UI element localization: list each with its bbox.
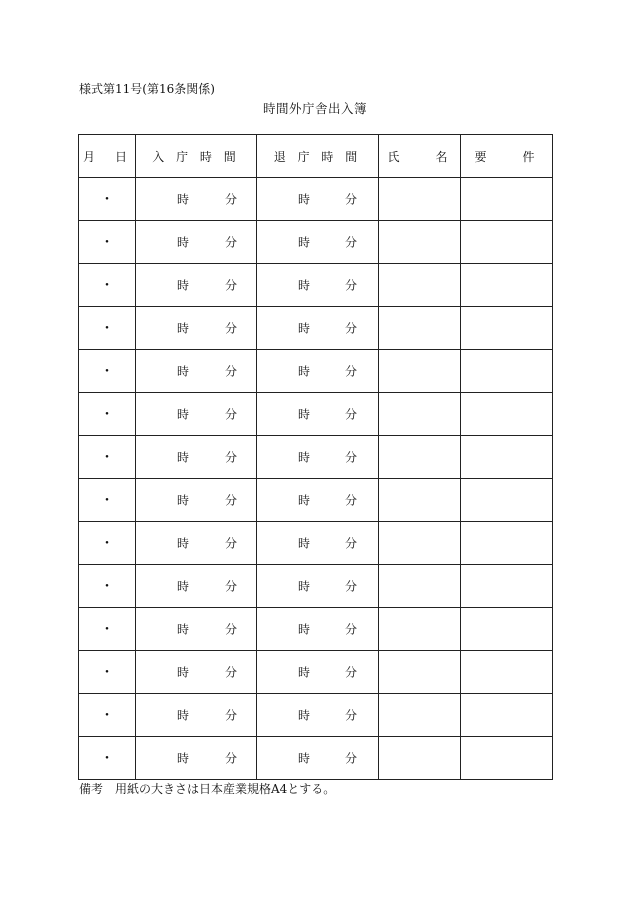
table-header-row	[79, 135, 553, 178]
purpose-cell[interactable]	[461, 522, 553, 565]
entry-hour-label: 時	[177, 493, 190, 508]
document-title: 時間外庁舎出入簿	[262, 101, 367, 116]
date-separator-mark: ・	[100, 579, 114, 595]
entry-hour-label: 時	[177, 278, 190, 293]
table-row	[79, 694, 553, 737]
entry-hour-label: 時	[177, 364, 190, 379]
entry-minute-label: 分	[225, 235, 238, 250]
entry-hour-label: 時	[177, 536, 190, 551]
exit-hour-label: 時	[298, 665, 311, 680]
table-row	[79, 737, 553, 780]
purpose-cell[interactable]	[461, 479, 553, 522]
exit-minute-label: 分	[345, 665, 358, 680]
date-separator-mark: ・	[100, 321, 114, 337]
name-cell[interactable]	[379, 522, 461, 565]
purpose-cell[interactable]	[461, 608, 553, 651]
entry-minute-label: 分	[225, 493, 238, 508]
date-cell[interactable]	[79, 608, 136, 651]
purpose-cell[interactable]	[461, 436, 553, 479]
entry-hour-label: 時	[177, 407, 190, 422]
date-cell[interactable]	[79, 479, 136, 522]
exit-minute-label: 分	[345, 321, 358, 336]
entry-time-cell[interactable]	[136, 178, 257, 221]
name-cell[interactable]	[379, 565, 461, 608]
exit-time-cell[interactable]	[257, 350, 379, 393]
exit-time-cell[interactable]	[257, 221, 379, 264]
table-row	[79, 522, 553, 565]
entry-time-cell[interactable]	[136, 436, 257, 479]
entry-time-cell[interactable]	[136, 479, 257, 522]
entry-hour-label: 時	[177, 235, 190, 250]
exit-hour-label: 時	[298, 622, 311, 637]
name-cell[interactable]	[379, 393, 461, 436]
entry-time-cell[interactable]	[136, 522, 257, 565]
entry-hour-label: 時	[177, 579, 190, 594]
exit-hour-label: 時	[298, 708, 311, 723]
entry-hour-label: 時	[177, 622, 190, 637]
entry-minute-label: 分	[225, 665, 238, 680]
entry-time-cell[interactable]	[136, 393, 257, 436]
exit-hour-label: 時	[298, 278, 311, 293]
date-separator-mark: ・	[100, 708, 114, 724]
entry-minute-label: 分	[225, 278, 238, 293]
entry-time-cell[interactable]	[136, 608, 257, 651]
exit-hour-label: 時	[298, 751, 311, 766]
name-cell[interactable]	[379, 178, 461, 221]
purpose-cell[interactable]	[461, 178, 553, 221]
exit-time-cell[interactable]	[257, 264, 379, 307]
exit-hour-label: 時	[298, 192, 311, 207]
exit-hour-label: 時	[298, 450, 311, 465]
entry-minute-label: 分	[225, 450, 238, 465]
purpose-cell[interactable]	[461, 264, 553, 307]
name-cell[interactable]	[379, 264, 461, 307]
table-row	[79, 393, 553, 436]
date-cell[interactable]	[79, 522, 136, 565]
entry-time-cell[interactable]	[136, 651, 257, 694]
table-row	[79, 264, 553, 307]
date-cell[interactable]	[79, 651, 136, 694]
date-separator-mark: ・	[100, 278, 114, 294]
date-separator-mark: ・	[100, 493, 114, 509]
exit-hour-label: 時	[298, 321, 311, 336]
table-row	[79, 651, 553, 694]
exit-hour-label: 時	[298, 407, 311, 422]
entry-hour-label: 時	[177, 751, 190, 766]
entry-time-cell[interactable]	[136, 307, 257, 350]
date-cell[interactable]	[79, 264, 136, 307]
date-separator-mark: ・	[100, 450, 114, 466]
entry-hour-label: 時	[177, 708, 190, 723]
date-separator-mark: ・	[100, 192, 114, 208]
exit-time-cell[interactable]	[257, 393, 379, 436]
entry-time-cell[interactable]	[136, 565, 257, 608]
date-cell[interactable]	[79, 307, 136, 350]
name-cell[interactable]	[379, 221, 461, 264]
exit-minute-label: 分	[345, 536, 358, 551]
entry-minute-label: 分	[225, 364, 238, 379]
entry-time-cell[interactable]	[136, 264, 257, 307]
exit-minute-label: 分	[345, 493, 358, 508]
purpose-cell[interactable]	[461, 350, 553, 393]
exit-minute-label: 分	[345, 708, 358, 723]
exit-hour-label: 時	[298, 493, 311, 508]
date-separator-mark: ・	[100, 364, 114, 380]
header-month-day: 月 日	[79, 135, 136, 178]
entry-minute-label: 分	[225, 708, 238, 723]
exit-minute-label: 分	[345, 192, 358, 207]
form-number-label: 様式第11号(第16条関係)	[79, 82, 215, 96]
entry-hour-label: 時	[177, 450, 190, 465]
exit-minute-label: 分	[345, 751, 358, 766]
entry-time-cell[interactable]	[136, 737, 257, 780]
entry-time-cell[interactable]	[136, 350, 257, 393]
exit-hour-label: 時	[298, 364, 311, 379]
exit-minute-label: 分	[345, 235, 358, 250]
purpose-cell[interactable]	[461, 307, 553, 350]
header-purpose: 要 件	[461, 135, 553, 178]
entry-minute-label: 分	[225, 751, 238, 766]
exit-time-cell[interactable]	[257, 178, 379, 221]
table-row	[79, 307, 553, 350]
date-cell[interactable]	[79, 350, 136, 393]
exit-minute-label: 分	[345, 622, 358, 637]
name-cell[interactable]	[379, 350, 461, 393]
name-cell[interactable]	[379, 479, 461, 522]
exit-hour-label: 時	[298, 579, 311, 594]
name-cell[interactable]	[379, 608, 461, 651]
purpose-cell[interactable]	[461, 651, 553, 694]
table-row	[79, 608, 553, 651]
entry-minute-label: 分	[225, 407, 238, 422]
name-cell[interactable]	[379, 307, 461, 350]
name-cell[interactable]	[379, 694, 461, 737]
date-cell[interactable]	[79, 436, 136, 479]
entry-minute-label: 分	[225, 579, 238, 594]
entry-hour-label: 時	[177, 665, 190, 680]
exit-minute-label: 分	[345, 364, 358, 379]
date-separator-mark: ・	[100, 751, 114, 767]
purpose-cell[interactable]	[461, 565, 553, 608]
exit-time-cell[interactable]	[257, 565, 379, 608]
table-row	[79, 436, 553, 479]
exit-time-cell[interactable]	[257, 436, 379, 479]
footnote-remarks: 備考 用紙の大きさは日本産業規格A4とする。	[79, 782, 336, 796]
name-cell[interactable]	[379, 436, 461, 479]
exit-minute-label: 分	[345, 579, 358, 594]
date-separator-mark: ・	[100, 622, 114, 638]
purpose-cell[interactable]	[461, 737, 553, 780]
exit-hour-label: 時	[298, 235, 311, 250]
purpose-cell[interactable]	[461, 393, 553, 436]
date-cell[interactable]	[79, 694, 136, 737]
exit-time-cell[interactable]	[257, 737, 379, 780]
header-name: 氏 名	[379, 135, 461, 178]
exit-time-cell[interactable]	[257, 479, 379, 522]
exit-time-cell[interactable]	[257, 608, 379, 651]
name-cell[interactable]	[379, 737, 461, 780]
purpose-cell[interactable]	[461, 694, 553, 737]
exit-hour-label: 時	[298, 536, 311, 551]
date-separator-mark: ・	[100, 235, 114, 251]
exit-time-cell[interactable]	[257, 694, 379, 737]
entry-minute-label: 分	[225, 536, 238, 551]
exit-time-cell[interactable]	[257, 522, 379, 565]
entry-exit-ledger-table	[78, 134, 553, 780]
exit-minute-label: 分	[345, 450, 358, 465]
entry-time-cell[interactable]	[136, 221, 257, 264]
entry-minute-label: 分	[225, 622, 238, 637]
name-cell[interactable]	[379, 651, 461, 694]
exit-minute-label: 分	[345, 407, 358, 422]
table-row	[79, 350, 553, 393]
date-cell[interactable]	[79, 393, 136, 436]
exit-time-cell[interactable]	[257, 307, 379, 350]
purpose-cell[interactable]	[461, 221, 553, 264]
entry-hour-label: 時	[177, 192, 190, 207]
entry-hour-label: 時	[177, 321, 190, 336]
date-separator-mark: ・	[100, 536, 114, 552]
table-row	[79, 565, 553, 608]
table-row	[79, 479, 553, 522]
date-separator-mark: ・	[100, 407, 114, 423]
date-cell[interactable]	[79, 565, 136, 608]
date-cell[interactable]	[79, 178, 136, 221]
entry-minute-label: 分	[225, 192, 238, 207]
table-row	[79, 221, 553, 264]
entry-time-cell[interactable]	[136, 694, 257, 737]
date-cell[interactable]	[79, 221, 136, 264]
exit-time-cell[interactable]	[257, 651, 379, 694]
header-exit-time: 退 庁 時 間	[257, 135, 379, 178]
date-separator-mark: ・	[100, 665, 114, 681]
exit-minute-label: 分	[345, 278, 358, 293]
table-row	[79, 178, 553, 221]
header-entry-time: 入 庁 時 間	[136, 135, 257, 178]
entry-minute-label: 分	[225, 321, 238, 336]
date-cell[interactable]	[79, 737, 136, 780]
